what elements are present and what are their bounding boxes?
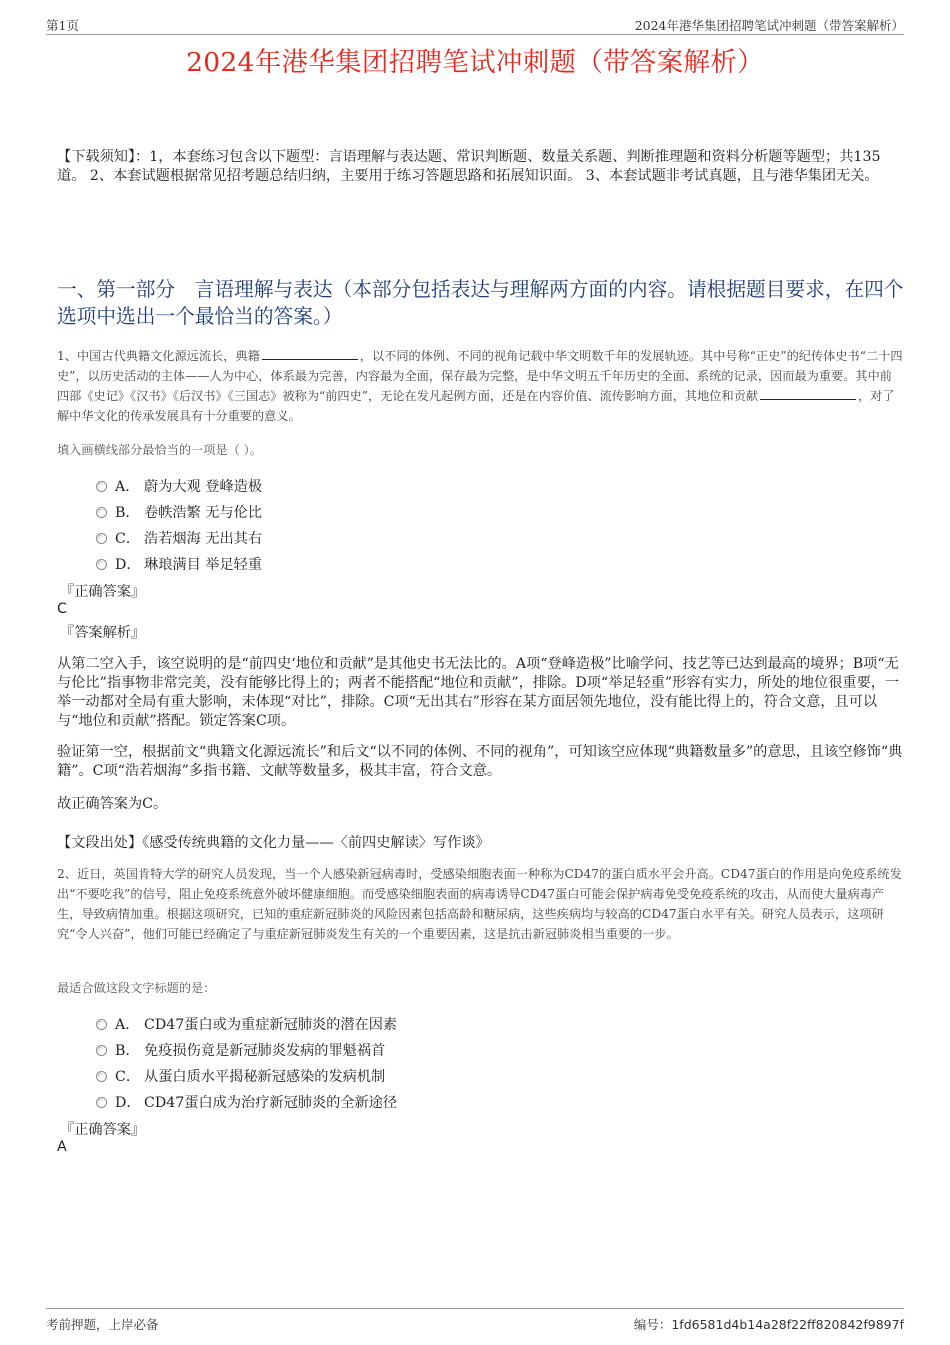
question-1-text-part2: ，以不同的体例、不同的视角记载中华文明数千年的发展轨迹。其中号称“正史”的纪传体史书“二十四史”，以历史活动的主体——人为中心，体系最为完善，内容最为全面，保存最为完整，是中华文明五千年历史的全面、系统的记录，因而最为重要。其中前四部《史记》《汉书》《后汉书》《三国志》被称为“前四史”，无论在发凡起例方面，还是在内容价值、流传影响方面，其地位和贡献 [57,349,903,403]
question-1-answer-label: 『正确答案』 [60,584,146,600]
question-1-analysis-label: 『答案解析』 [60,625,146,641]
question-1-analysis-p1: 从第二空入手，该空说明的是“前四史‘地位和贡献”是其他史书无法比的。A项“登峰造极”比喻学问、技艺等已达到最高的境界；B项“无与伦比”指事物非常完美，没有能够比得上的；两者不能搭配“地位和贡献”，排除。D项“举足轻重”形容有实力，所处的地位很重要，一举一动都对全局有重大影响，未体现“对比”，排除。C项“无出其右”形容在某方面居领先地位，没有能比得上的，符合文意，且可以与“地位和贡献”搭配。锁定答案C项。 [57,656,900,729]
document-title: 2024年港华集团招聘笔试冲刺题（带答案解析） [186,47,764,78]
footer-code [634,1315,904,1333]
header-doc-title: 2024年港华集团招聘笔试冲刺题（带答案解析） [634,18,904,33]
question-1-source: 【文段出处】《感受传统典籍的文化力量——〈前四史解读〉写作谈》 [57,835,490,851]
question-2-answer: A [57,1139,67,1155]
radio-icon[interactable] [96,1097,107,1108]
question-1-text-part1: 1、中国古代典籍文化源远流长，典籍 [57,349,260,363]
question-2-text: 2、近日，英国肯特大学的研究人员发现，当一个人感染新冠病毒时，受感染细胞表面一种称为CD47的蛋白质水平会升高。CD47蛋白的作用是向免疫系统发出“不要吃我”的信号，阻止免疫系统意外破坏健康细胞。而受感染细胞表面的病毒诱导CD47蛋白可能会保护病毒免受免疫系统的攻击，从而使大量病毒产生，导致病情加重。根据这项研究，已知的重症新冠肺炎的风险因素包括高龄和糖尿病，这些疾病均与较高的CD47蛋白水平有关。研究人员表示，这项研究“令人兴奋”，他们可能已经确定了与重症新冠肺炎发生有关的一个重要因素，这是抗击新冠肺炎相当重要的一步。 [57,867,902,941]
radio-icon[interactable] [96,1071,107,1082]
question-1-prompt: 填入画横线部分最恰当的一项是（ ）。 [57,443,262,457]
radio-icon[interactable] [96,533,107,544]
fill-blank-2 [760,387,856,400]
footer-code-value: 1fd6581d4b14a28f22ff820842f9897f [671,1317,904,1332]
radio-icon[interactable] [96,1019,107,1030]
question-1-text-part3: ，对了解中华文化的传承发展具有十分重要的意义。 [57,389,895,423]
radio-icon[interactable] [96,507,107,518]
section-heading: 一、第一部分 言语理解与表达（本部分包括表达与理解两方面的内容。请根据题目要求，在四个选项中选出一个最恰当的答案。） [57,278,904,328]
page-header [46,14,904,35]
fill-blank-1 [262,347,358,360]
question-1-analysis-p3: 故正确答案为C。 [57,796,168,812]
radio-icon[interactable] [96,1045,107,1056]
page-footer [46,1308,904,1333]
radio-icon[interactable] [96,481,107,492]
question-1-answer: C [57,601,67,617]
download-notice: 【下载须知】：1，本套练习包含以下题型：言语理解与表达题、常识判断题、数量关系题、判断推理题和资料分析题等题型；共135道。 2、本套试题根据常见招考题总结归纳，主要用于练习答题思路和拓展知识面。 3、本套试题非考试真题，且与港华集团无关。 [57,149,881,184]
question-1-text [57,346,903,426]
page-number: 第1页 [46,18,79,33]
question-2-answer-label: 『正确答案』 [60,1122,146,1138]
radio-icon[interactable] [96,559,107,570]
footer-slogan: 考前押题，上岸必备 [46,1317,159,1332]
footer-code-label: 编号： [633,1317,672,1332]
question-2-prompt: 最适合做这段文字标题的是： [57,981,216,995]
question-1-analysis-p2: 验证第一空，根据前文“典籍文化源远流长”和后文“以不同的体例、不同的视角”，可知该空应体现“典籍数量多”的意思，且该空修饰“典籍”。C项“浩若烟海”多指书籍、文献等数量多，极其丰富，符合文意。 [57,744,903,779]
